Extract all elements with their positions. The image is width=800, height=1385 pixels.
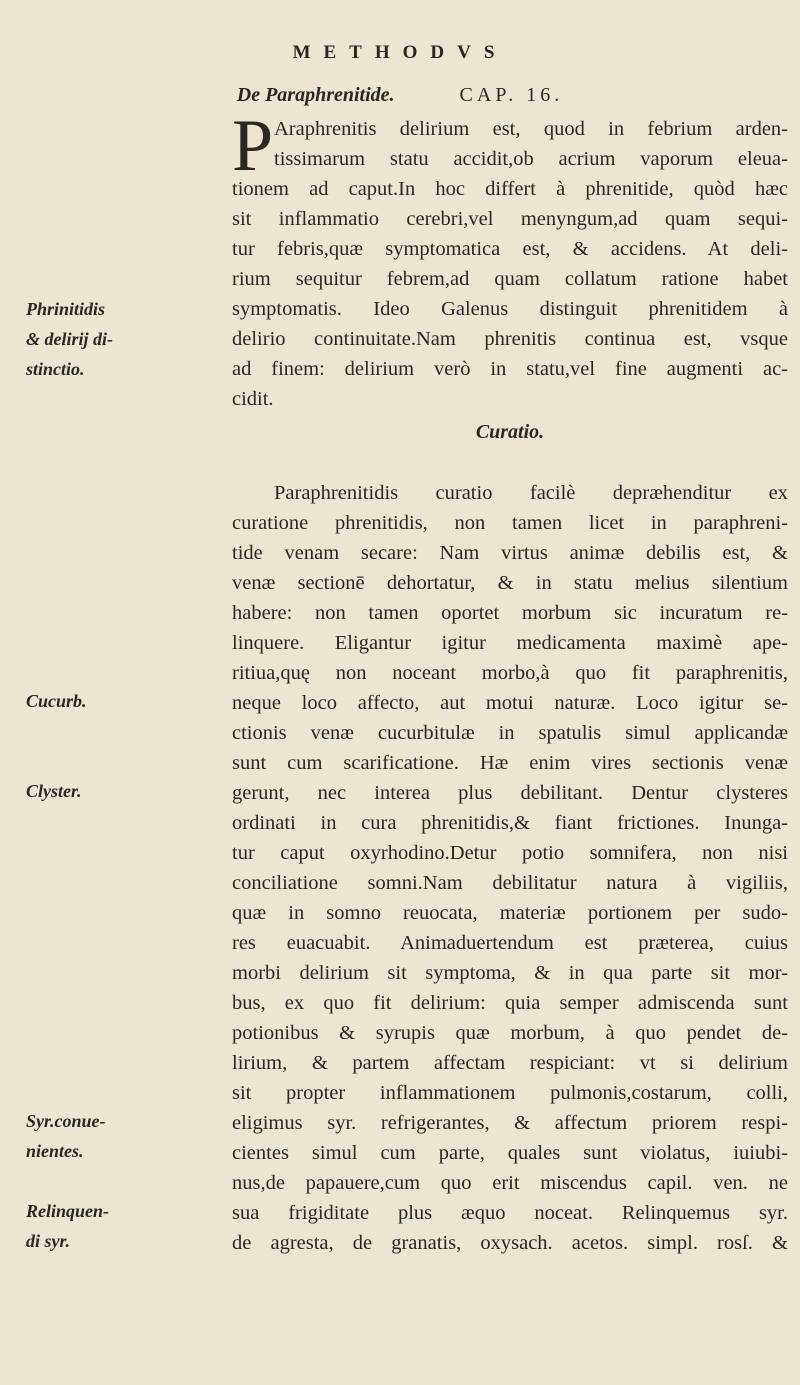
chapter-heading <box>0 84 800 107</box>
text-line: tissimarum statu accidit,ob acrium vaporum eleua- <box>274 148 788 170</box>
text-line: cidit. <box>232 388 274 410</box>
section-heading: Curatio. <box>475 421 545 443</box>
text-line: rium sequitur febrem,ad quam collatum ratione habet <box>232 268 788 290</box>
margin-note: stinctio. <box>26 359 85 379</box>
chapter-subject: De Paraphrenitide. <box>236 84 395 106</box>
text-line: linquere. Eligantur igitur medicamenta maximè ape- <box>232 632 788 654</box>
text-line: nus,de papauere,cum quo erit miscendus capil. ven. ne <box>232 1172 788 1194</box>
text-line: bus, ex quo fit delirium: quia semper admiscenda sunt <box>232 992 788 1014</box>
text-line: curatione phrenitidis, non tamen licet in paraphreni- <box>232 512 788 534</box>
text-line: tur febris,quæ symptomatica est, & accidens. At deli- <box>232 238 788 260</box>
text-line: lirium, & partem affectam respiciant: vt si delirium <box>232 1052 788 1074</box>
margin-note: nientes. <box>26 1141 84 1161</box>
text-line: delirio continuitate.Nam phrenitis continua est, vsque <box>232 328 788 350</box>
text-line: morbi delirium sit symptoma, & in qua parte sit mor- <box>232 962 788 984</box>
text-line: sunt cum scarificatione. Hæ enim vires sectionis venæ <box>232 752 788 774</box>
text-line: sit inflammatio cerebri,vel menyngum,ad quam sequi- <box>232 208 788 230</box>
margin-note: Relinquen- <box>26 1201 110 1221</box>
running-head: METHODVS <box>292 42 508 63</box>
margin-note: & delirij di- <box>26 329 113 349</box>
text-line: Araphrenitis delirium est, quod in febrium arden- <box>274 118 788 140</box>
text-line: quæ in somno reuocata, materiæ portionem per sudo- <box>232 902 788 924</box>
margin-note: Syr.conue- <box>26 1111 106 1131</box>
margin-note: Clyster. <box>26 781 82 801</box>
text-line: conciliatione somni.Nam debilitatur natura à vigiliis, <box>232 872 788 894</box>
margin-note: Cucurb. <box>26 691 87 711</box>
drop-cap: P <box>232 105 274 187</box>
text-line: de agresta, de granatis, oxysach. acetos. simpl. rosſ. & <box>232 1232 788 1254</box>
text-line: ad finem: delirium verò in statu,vel fine augmenti ac- <box>232 358 788 380</box>
margin-note: Phrinitidis <box>26 299 106 319</box>
text-line: gerunt, nec interea plus debilitant. Dentur clysteres <box>232 782 788 804</box>
text-line: tur caput oxyrhodino.Detur potio somnifera, non nisi <box>232 842 788 864</box>
text-line: symptomatis. Ideo Galenus distinguit phrenitidem à <box>232 298 788 320</box>
margin-note: di syr. <box>26 1231 71 1251</box>
text-line: neque loco affecto, aut motui naturæ. Loco igitur se- <box>232 692 788 714</box>
text-line: res euacuabit. Animaduertendum est præterea, cuius <box>232 932 788 954</box>
text-line: venæ sectionē dehortatur, & in statu melius silentium <box>232 572 788 594</box>
text-line: Paraphrenitidis curatio facilè depræhenditur ex <box>274 482 788 504</box>
text-line: tide venam secare: Nam virtus animæ debilis est, & <box>232 542 788 564</box>
text-line: ctionis venæ cucurbitulæ in spatulis simul applicandæ <box>232 722 788 744</box>
text-line: sit propter inflammationem pulmonis,costarum, colli, <box>232 1082 788 1104</box>
text-line: eligimus syr. refrigerantes, & affectum priorem respi- <box>232 1112 788 1134</box>
text-line: tionem ad caput.In hoc differt à phrenitide, quòd hæc <box>232 178 788 200</box>
text-line: ordinati in cura phrenitidis,& fiant frictiones. Inunga- <box>232 812 788 834</box>
text-line: sua frigiditate plus æquo noceat. Relinquemus syr. <box>232 1202 788 1224</box>
text-line: habere: non tamen oportet morbum sic incuratum re- <box>232 602 788 624</box>
text-line: ritiua,quę non noceant morbo,à quo fit paraphrenitis, <box>232 662 788 684</box>
text-line: potionibus & syrupis quæ morbum, à quo pendet de- <box>232 1022 788 1044</box>
text-line: cientes simul cum parte, quales sunt violatus, iuiubi- <box>232 1142 788 1164</box>
chapter-number: CAP. 16. <box>459 84 564 106</box>
